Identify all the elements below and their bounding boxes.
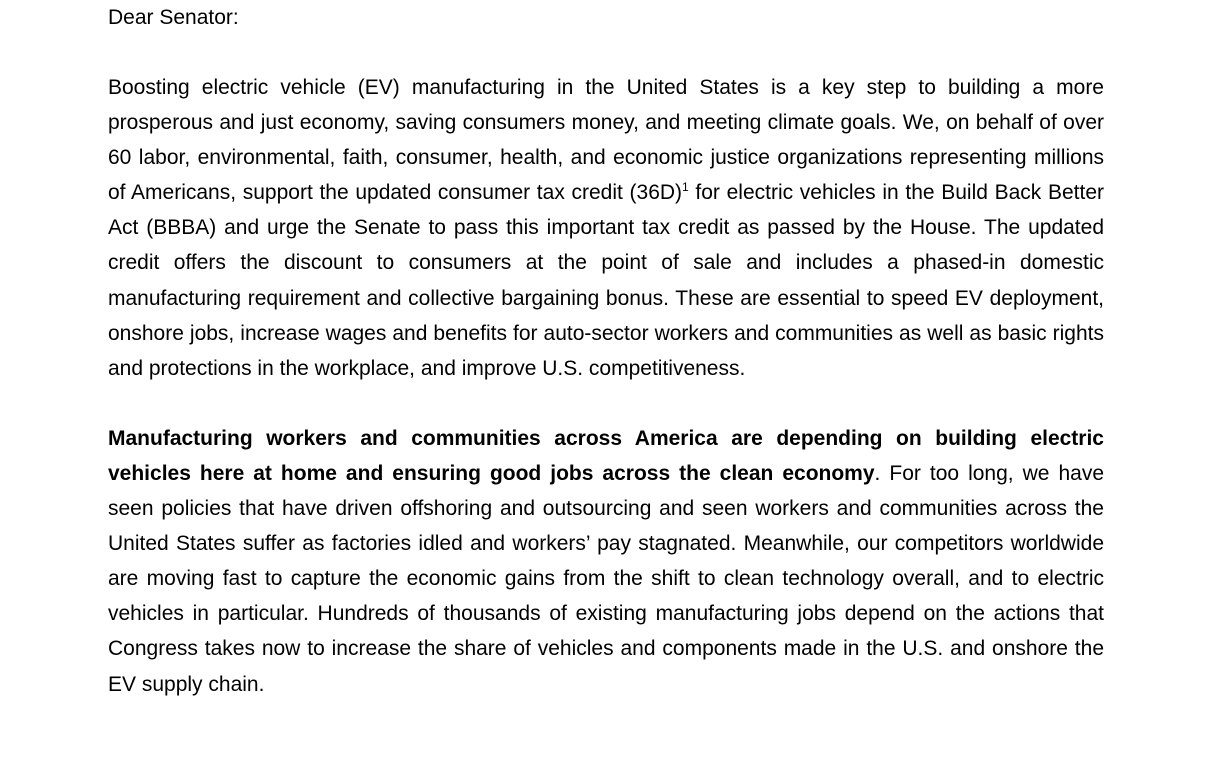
footnote-marker: 1 (682, 180, 689, 195)
letter-page (108, 0, 1104, 702)
paragraph-2-bold-lead: Manufacturing workers and communities across America are depending on building electric vehicles here at home and ensuring good jobs across the clean economy (108, 426, 1104, 485)
paragraph-2 (108, 421, 1104, 702)
paragraph-1-text-before-footnote: Boosting electric vehicle (EV) manufacturing in the United States is a key step to building a more prosperous and just economy, saving consumers money, and meeting climate goals. We, on behalf of over 60 labor, environmental, faith, consumer, health, and economic justice organizations representing millions of Americans, support the updated consumer tax credit (36D) (108, 76, 1104, 205)
salutation: Dear Senator: (108, 6, 239, 29)
paragraph-1-text-after-footnote: for electric vehicles in the Build Back Better Act (BBBA) and urge the Senate to pass this important tax credit as passed by the House. The updated credit offers the discount to consumers at the point of sale and includes a phased-in domestic manufacturing requirement and collective bargaining bonus. These are essential to speed EV deployment, onshore jobs, increase wages and benefits for auto-sector workers and communities as well as basic rights and protections in the workplace, and improve U.S. competitiveness. (108, 181, 1104, 380)
paragraph-2-text: . For too long, we have seen policies that have driven offshoring and outsourcing and seen workers and communities across the United States suffer as factories idled and workers’ pay stagnated. Meanwhile, our competitors worldwide are moving fast to capture the economic gains from the shift to clean technology overall, and to electric vehicles in particular. Hundreds of thousands of existing manufacturing jobs depend on the actions that Congress takes now to increase the share of vehicles and components made in the U.S. and onshore the EV supply chain. (108, 461, 1104, 696)
paragraph-1 (108, 70, 1104, 386)
